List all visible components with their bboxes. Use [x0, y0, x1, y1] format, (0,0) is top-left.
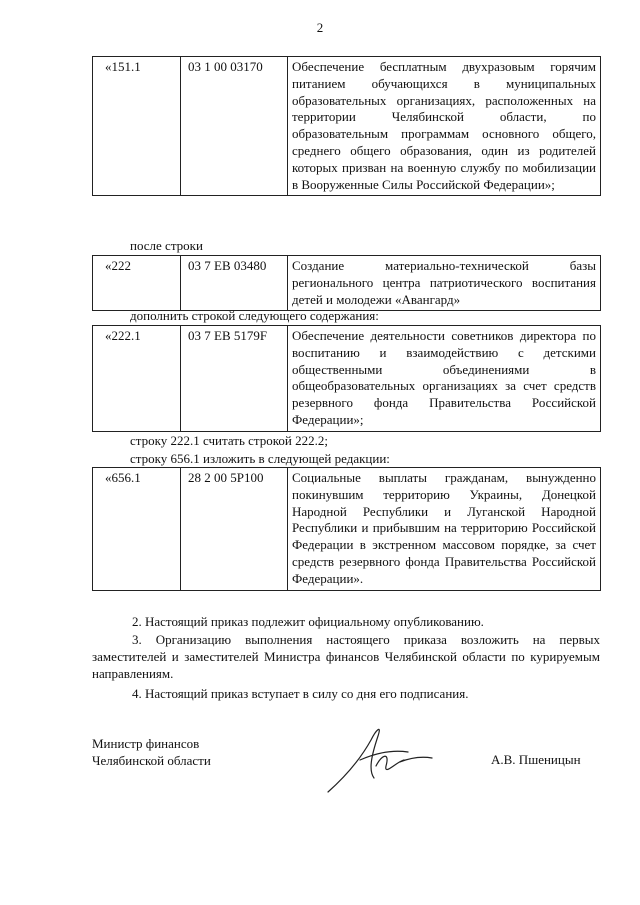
budget-code: 03 1 00 03170: [181, 57, 288, 196]
page-number: 2: [316, 20, 324, 35]
row-description: Социальные выплаты гражданам, вынужденно покинувшим территорию Украины, Донецкой Народной Республики и Луганской Народной Республики и прибывшим на территорию Российской Федерации в экстренном массовом порядке, за счет средств резервного фонда Правительства Российской Федерации».: [288, 468, 601, 591]
paragraph-3: 3. Организацию выполнения настоящего приказа возложить на первых заместителей и заместителей Министра финансов Челябинской области по курируемым направлениям.: [92, 632, 600, 681]
signatory-title-line-1: Министр финансов: [92, 736, 200, 751]
row-description: Создание материально-технической базы регионального центра патриотического воспитания детей и молодежи «Авангард»: [288, 256, 601, 311]
handwritten-signature: [316, 718, 446, 800]
row-number: «222.1: [93, 326, 181, 432]
connector-renumber: строку 222.1 считать строкой 222.2;: [130, 433, 328, 448]
row-description: Обеспечение деятельности советников директора по воспитанию и взаимодействию с детскими общественными объединениями в общеобразовательных организациях за счет средств резервного фонда Правительства Российской Федерации»;: [288, 326, 601, 432]
table-row-151-1: [92, 56, 601, 196]
budget-code: 28 2 00 5Р100: [181, 468, 288, 591]
signatory-title-line-2: Челябинской области: [92, 753, 211, 768]
table-row-222: [92, 255, 601, 311]
connector-after-row: после строки: [130, 238, 203, 253]
row-number: «151.1: [93, 57, 181, 196]
table-row-656-1: [92, 467, 601, 591]
signatory-name: А.В. Пшеницын: [491, 752, 581, 767]
budget-code: 03 7 EB 03480: [181, 256, 288, 311]
row-description: Обеспечение бесплатным двухразовым горячим питанием обучающихся в муниципальных образовательных организациях, расположенных на территории Челябинской области, по образовательным программам основного общего, среднего общего образования, один из родителей которых призван на военную службу по мобилизации в Вооруженные Силы Российской Федерации»;: [288, 57, 601, 196]
paragraph-4: 4. Настоящий приказ вступает в силу со дня его подписания.: [132, 686, 469, 701]
paragraph-2: 2. Настоящий приказ подлежит официальному опубликованию.: [132, 614, 484, 629]
signatory-title: [92, 735, 211, 769]
budget-code: 03 7 EB 5179F: [181, 326, 288, 432]
connector-add-row: дополнить строкой следующего содержания:: [130, 308, 379, 323]
row-number: «222: [93, 256, 181, 311]
table-row-222-1: [92, 325, 601, 432]
connector-restate: строку 656.1 изложить в следующей редакции:: [130, 451, 390, 466]
row-number: «656.1: [93, 468, 181, 591]
